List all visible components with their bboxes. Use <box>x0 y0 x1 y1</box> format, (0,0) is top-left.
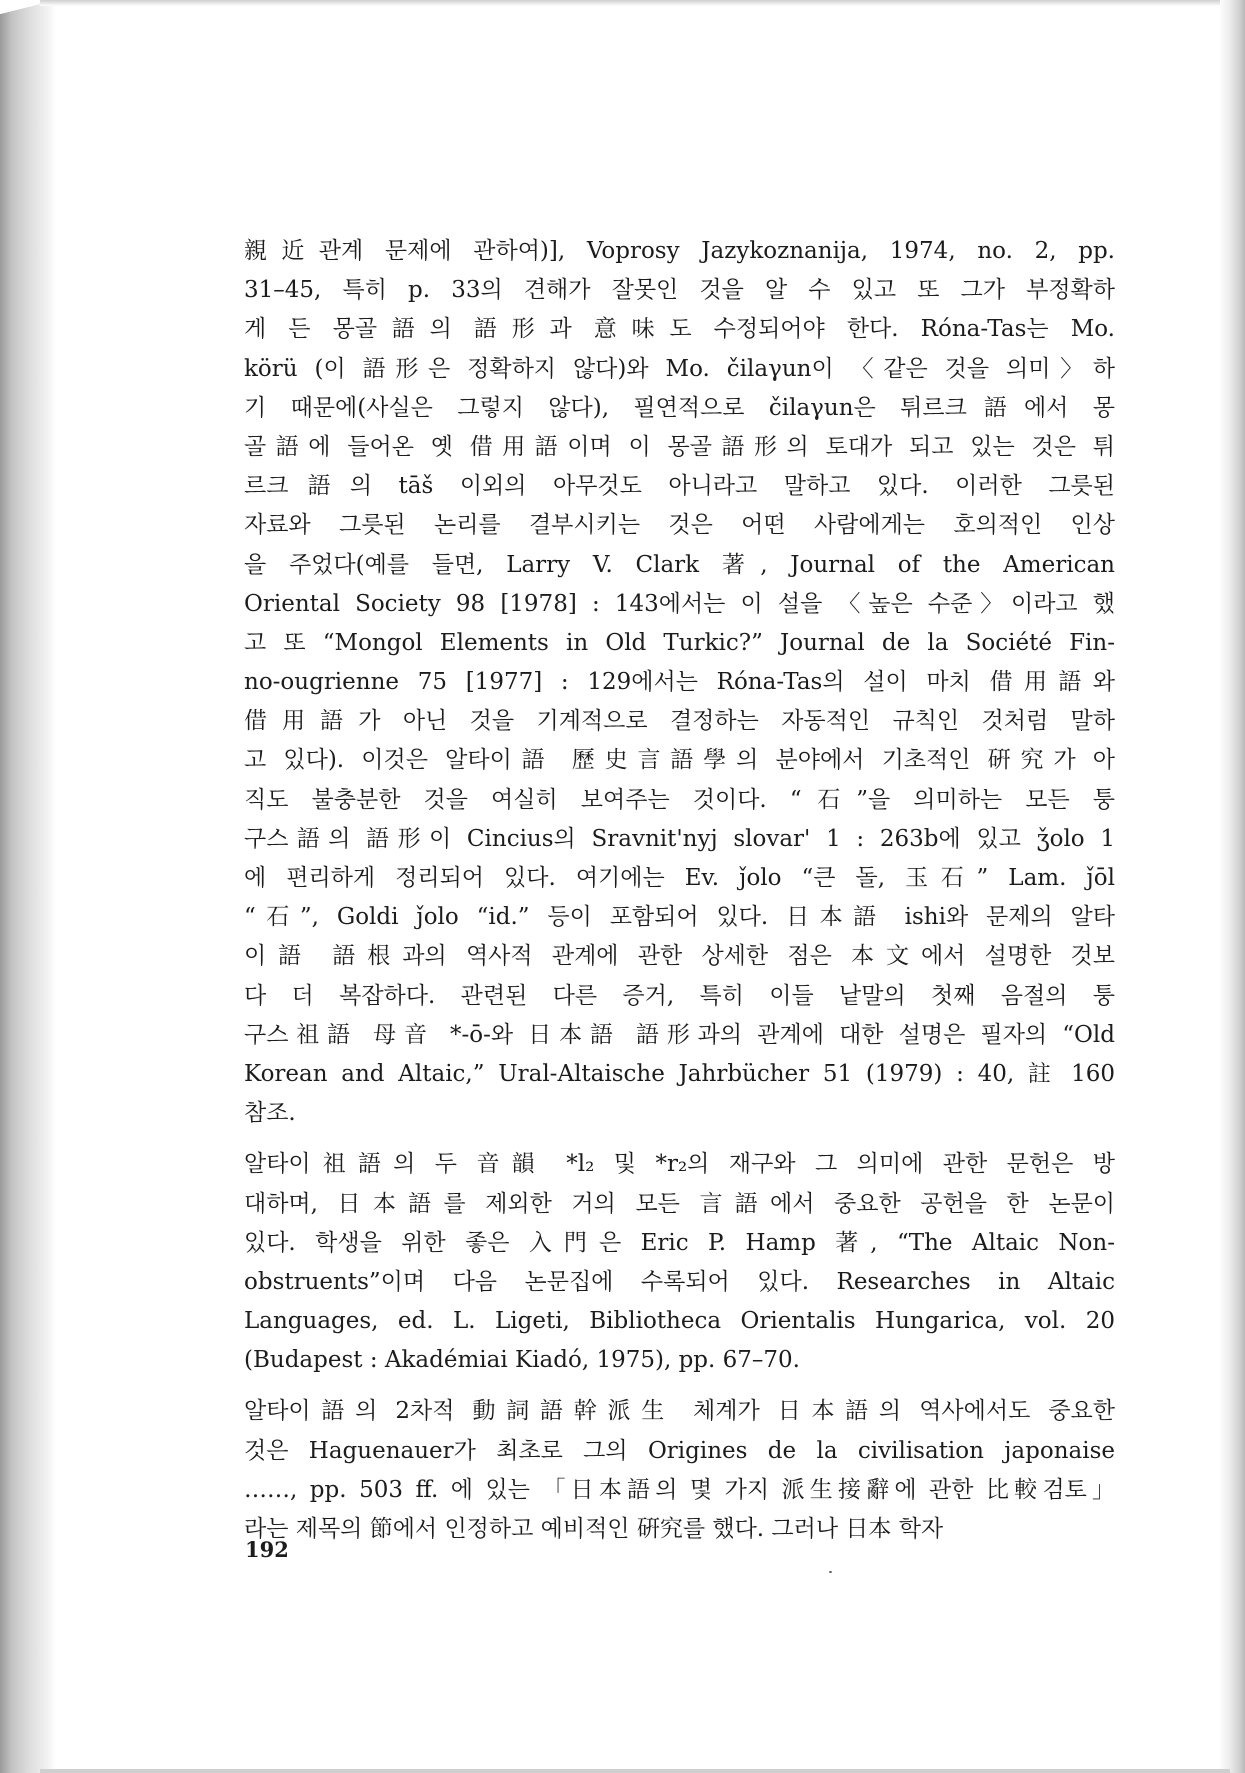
paragraph-p2 <box>244 1145 1115 1380</box>
text-line: obstruents”이며 다음 논문집에 수록되어 있다. Researches in Altaic <box>244 1268 1115 1295</box>
text-line: Korean and Altaic,” Ural-Altaische Jahrbücher 51 (1979) : 40, 註 160 <box>244 1060 1115 1087</box>
text-line: 자료와 그릇된 논리를 결부시키는 것은 어떤 사람에게는 호의적인 인상 <box>244 512 1115 539</box>
text-line: 기 때문에(사실은 그렇지 않다), 필연적으로 čilaγun은 튀르크語에서 몽 <box>244 394 1115 421</box>
text-line: Languages, ed. L. Ligeti, Bibliotheca Orientalis Hungarica, vol. 20 <box>244 1308 1115 1335</box>
text-line: 알타이語의 2차적 動詞語幹派生 체계가 日本語의 역사에서도 중요한 <box>244 1398 1115 1425</box>
text-line: Oriental Society 98 [1978] : 143에서는 이 설을 〈높은 수준〉이라고 했 <box>244 590 1115 617</box>
text-line: 알타이祖語의 두 音韻 *l₂ 및 *r₂의 재구와 그 의미에 관한 문헌은 방 <box>244 1151 1115 1178</box>
paragraph-p3 <box>244 1392 1115 1549</box>
text-line: 대하며, 日本語를 제외한 거의 모든 言語에서 중요한 공헌을 한 논문이 <box>244 1190 1115 1217</box>
text-line: 게 든 몽골語의 語形과 意味도 수정되어야 한다. Róna-Tas는 Mo. <box>244 316 1115 343</box>
text-line: ……, pp. 503 ff. 에 있는 「日本語의 몇 가지 派生接辭에 관한 比較검토」 <box>244 1476 1115 1503</box>
text-line: 라는 제목의 節에서 인정하고 예비적인 硏究를 했다. 그러나 日本 학자 <box>244 1516 944 1542</box>
text-line: 借用語가 아닌 것을 기계적으로 결정하는 자동적인 규칙인 것처럼 말하 <box>244 708 1115 735</box>
paragraph-p1 <box>244 232 1115 1133</box>
text-line: körü (이 語形은 정확하지 않다)와 Mo. čilaγun이 〈같은 것을 의미〉하 <box>244 355 1115 382</box>
text-line: 親近관계 문제에 관하여)], Voprosy Jazykoznanija, 1974, no. 2, pp. <box>244 238 1115 264</box>
page-edge-right <box>1219 0 1245 1773</box>
text-line: (Budapest : Akadémiai Kiadó, 1975), pp. 67–70. <box>244 1347 800 1374</box>
text-line: 직도 불충분한 것을 여실히 보여주는 것이다. “石”을 의미하는 모든 퉁 <box>244 786 1115 813</box>
text-line: 구스語의 語形이 Cincius의 Sravnit'nyj slovar' 1 : 263b에 있고 ǯolo 1 <box>244 825 1115 852</box>
text-line: 다 더 복잡하다. 관련된 다른 증거, 특히 이들 낱말의 첫째 음절의 퉁 <box>244 982 1115 1009</box>
text-line: 고 또 “Mongol Elements in Old Turkic?” Journal de la Société Fin- <box>244 629 1115 656</box>
paragraph-gap <box>244 1133 1115 1145</box>
text-line: 이語 語根과의 역사적 관계에 관한 상세한 점은 本文에서 설명한 것보 <box>244 943 1115 970</box>
text-line: “石”, Goldi ǰolo “id.” 등이 포함되어 있다. 日本語 ishi와 문제의 알타 <box>244 904 1115 931</box>
text-line: 에 편리하게 정리되어 있다. 여기에는 Ev. ǰolo “큰 돌, 玉石” Lam. ǰōl <box>244 865 1115 891</box>
page-edge-left <box>0 0 56 1773</box>
text-line: 31–45, 특히 p. 33의 견해가 잘못인 것을 알 수 있고 또 그가 부정확하 <box>244 277 1115 304</box>
text-line: 것은 Haguenauer가 최초로 그의 Origines de la civilisation japonaise <box>244 1437 1115 1464</box>
body-text <box>244 232 1115 1549</box>
page-number: 192 <box>245 1537 289 1562</box>
text-line: 구스祖語 母音 *-ō-와 日本語 語形과의 관계에 대한 설명은 필자의 “Old <box>244 1021 1115 1048</box>
text-line: 있다. 학생을 위한 좋은 入門은 Eric P. Hamp 著, “The Altaic Non- <box>244 1229 1115 1256</box>
text-line: 고 있다). 이것은 알타이語 歷史言語學의 분야에서 기초적인 硏究가 아 <box>244 747 1115 774</box>
text-line: 르크語의 tāš 이외의 아무것도 아니라고 말하고 있다. 이러한 그릇된 <box>244 473 1115 500</box>
text-line: 을 주었다(예를 들면, Larry V. Clark 著, Journal of the American <box>244 551 1115 578</box>
paragraph-gap <box>244 1380 1115 1392</box>
text-line: 참조. <box>244 1100 296 1127</box>
scan-speck <box>829 1571 832 1573</box>
text-line: 골語에 들어온 옛 借用語이며 이 몽골語形의 토대가 되고 있는 것은 튀 <box>244 433 1115 460</box>
page-edge-bottom <box>40 1769 1230 1773</box>
page-edge-top <box>40 0 1220 6</box>
text-line: no-ougrienne 75 [1977] : 129에서는 Róna-Tas의 설이 마치 借用語와 <box>244 669 1115 696</box>
